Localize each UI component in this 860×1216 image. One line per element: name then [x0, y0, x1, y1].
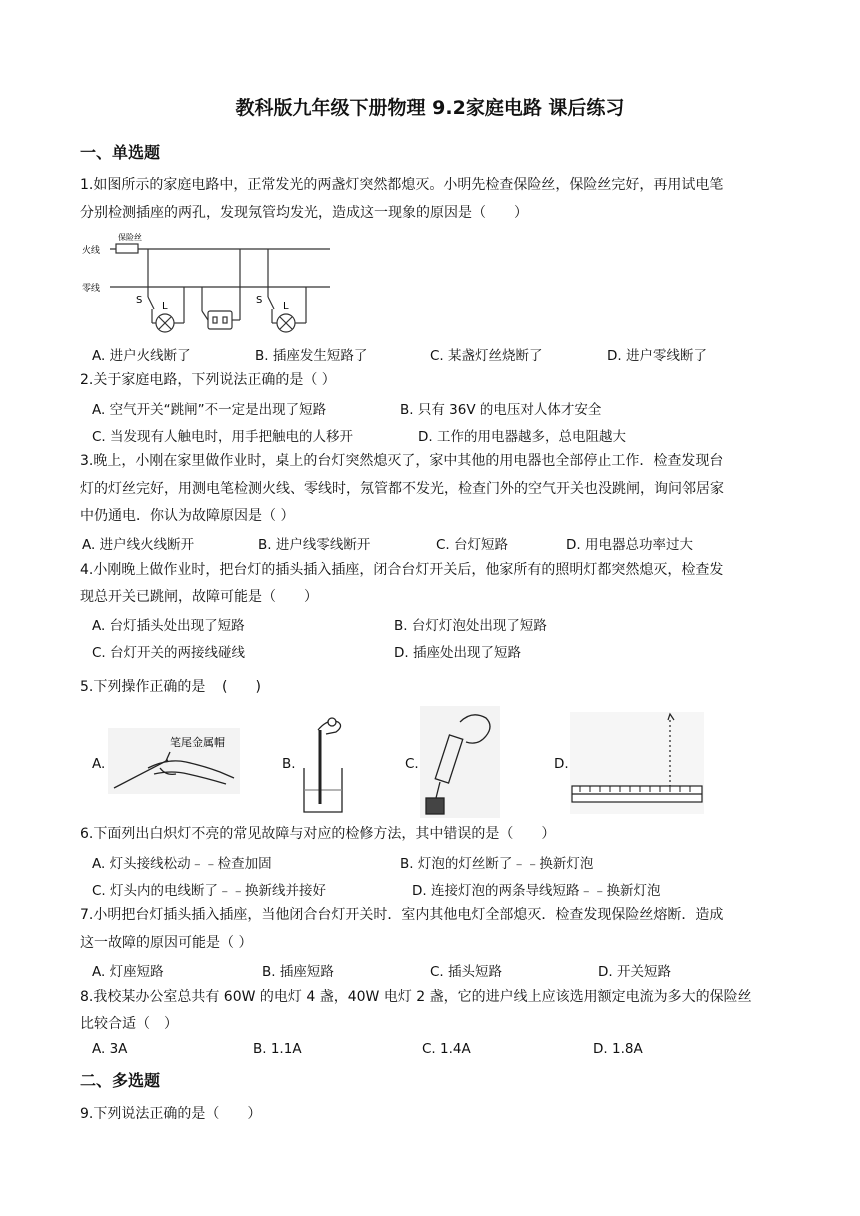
q3-option-b[interactable]: B. 进户线零线断开: [258, 537, 371, 553]
q5-figure-a-pen-hand: [108, 728, 240, 794]
q2-option-c[interactable]: C. 当发现有人触电时，用手把触电的人移开: [92, 429, 354, 445]
q4-option-d[interactable]: D. 插座处出现了短路: [394, 645, 521, 661]
switch-label-1: S: [136, 295, 143, 306]
q2-option-a[interactable]: A. 空气开关“跳闸”不一定是出现了短路: [92, 402, 327, 418]
neutral-wire-label: 零线: [82, 284, 101, 294]
section-single-choice: 一、单选题: [80, 143, 161, 162]
q4-text-line1: 4.小刚晚上做作业时，把台灯的插头插入插座，闭合台灯开关后，他家所有的照明灯都突然熄灭，检查发: [80, 562, 724, 578]
q6-option-a[interactable]: A. 灯头接线松动﹣﹣检查加固: [92, 856, 272, 872]
q6-option-c[interactable]: C. 灯头内的电线断了﹣﹣换新线并接好: [92, 883, 327, 899]
q2-text: 2.关于家庭电路，下列说法正确的是（ ）: [80, 372, 336, 388]
q1-option-b[interactable]: B. 插座发生短路了: [255, 348, 368, 364]
q4-option-c[interactable]: C. 台灯开关的两接线碰线: [92, 645, 246, 661]
q3-option-a[interactable]: A. 进户线火线断开: [82, 537, 195, 553]
q3-text-line1: 3.晚上，小刚在家里做作业时，桌上的台灯突然熄灭了，家中其他的用电器也全部停止工作．检查发现台: [80, 453, 724, 469]
q5-paren: ( ): [222, 679, 261, 695]
lamp-label-2: L: [283, 301, 289, 312]
q2-option-d[interactable]: D. 工作的用电器越多，总电阻越大: [418, 429, 626, 445]
q7-option-d[interactable]: D. 开关短路: [598, 964, 671, 980]
q5-figure-c-syringe: [420, 706, 500, 818]
q7-text-line2: 这一故障的原因可能是（ ）: [80, 935, 253, 951]
pen-cap-label: 笔尾金属帽: [170, 736, 225, 749]
q5-option-a[interactable]: A.: [92, 756, 106, 772]
live-wire-label: 火线: [82, 246, 101, 256]
switch-label-2: S: [256, 295, 263, 306]
q3-option-d[interactable]: D. 用电器总功率过大: [566, 537, 693, 553]
q1-text-line1: 1.如图所示的家庭电路中，正常发光的两盏灯突然都熄灭。小明先检查保险丝，保险丝完好，再用试电笔: [80, 177, 724, 193]
q8-text-line2: 比较合适（ ）: [80, 1016, 178, 1032]
q1-option-a[interactable]: A. 进户火线断了: [92, 348, 191, 364]
q7-text-line1: 7.小明把台灯插头插入插座，当他闭合台灯开关时．室内其他电灯全部熄灭．检查发现保险丝熔断．造成: [80, 907, 724, 923]
q1-option-d[interactable]: D. 进户零线断了: [607, 348, 707, 364]
q8-option-d[interactable]: D. 1.8A: [593, 1041, 643, 1057]
section-multi-choice: 二、多选题: [80, 1071, 161, 1090]
q7-option-b[interactable]: B. 插座短路: [262, 964, 334, 980]
q4-option-a[interactable]: A. 台灯插头处出现了短路: [92, 618, 245, 634]
q1-text-line2: 分别检测插座的两孔，发现氖管均发光，造成这一现象的原因是（ ）: [80, 205, 528, 221]
q6-option-d[interactable]: D. 连接灯泡的两条导线短路﹣﹣换新灯泡: [412, 883, 661, 899]
q1-circuit-figure: [80, 225, 340, 340]
page-title: 教科版九年级下册物理 9.2家庭电路 课后练习: [235, 97, 625, 119]
q8-option-b[interactable]: B. 1.1A: [253, 1041, 302, 1057]
q5-option-b[interactable]: B.: [282, 756, 296, 772]
q3-text-line2: 灯的灯丝完好，用测电笔检测火线、零线时，氖管都不发光，检查门外的空气开关也没跳闸，询问邻居家: [80, 481, 724, 497]
q8-option-c[interactable]: C. 1.4A: [422, 1041, 471, 1057]
q6-option-b[interactable]: B. 灯泡的灯丝断了﹣﹣换新灯泡: [400, 856, 594, 872]
q5-figure-d-ruler: [570, 712, 704, 814]
q7-option-c[interactable]: C. 插头短路: [430, 964, 503, 980]
fuse-icon: [116, 244, 138, 253]
q5-option-d[interactable]: D.: [554, 756, 569, 772]
q5-figure-b-beaker: [298, 712, 348, 816]
q3-text-line3: 中仍通电．你认为故障原因是（ ）: [80, 508, 295, 524]
q7-option-a[interactable]: A. 灯座短路: [92, 964, 164, 980]
lamp-label-1: L: [162, 301, 168, 312]
q5-option-c[interactable]: C.: [405, 756, 419, 772]
q6-text: 6.下面列出白炽灯不亮的常见故障与对应的检修方法，其中错误的是（ ）: [80, 826, 556, 842]
q9-text: 9.下列说法正确的是（ ）: [80, 1106, 262, 1122]
q1-option-c[interactable]: C. 某盏灯丝烧断了: [430, 348, 543, 364]
fuse-label: 保险丝: [118, 233, 142, 242]
q4-option-b[interactable]: B. 台灯灯泡处出现了短路: [394, 618, 547, 634]
q3-option-c[interactable]: C. 台灯短路: [436, 537, 509, 553]
q2-option-b[interactable]: B. 只有 36V 的电压对人体才安全: [400, 402, 602, 418]
q5-text: 5.下列操作正确的是: [80, 679, 206, 695]
q8-option-a[interactable]: A. 3A: [92, 1041, 128, 1057]
q4-text-line2: 现总开关已跳闸，故障可能是（ ）: [80, 589, 318, 605]
q8-text-line1: 8.我校某办公室总共有 60W 的电灯 4 盏，40W 电灯 2 盏，它的进户线上应该选用额定电流为多大的保险丝: [80, 989, 752, 1005]
